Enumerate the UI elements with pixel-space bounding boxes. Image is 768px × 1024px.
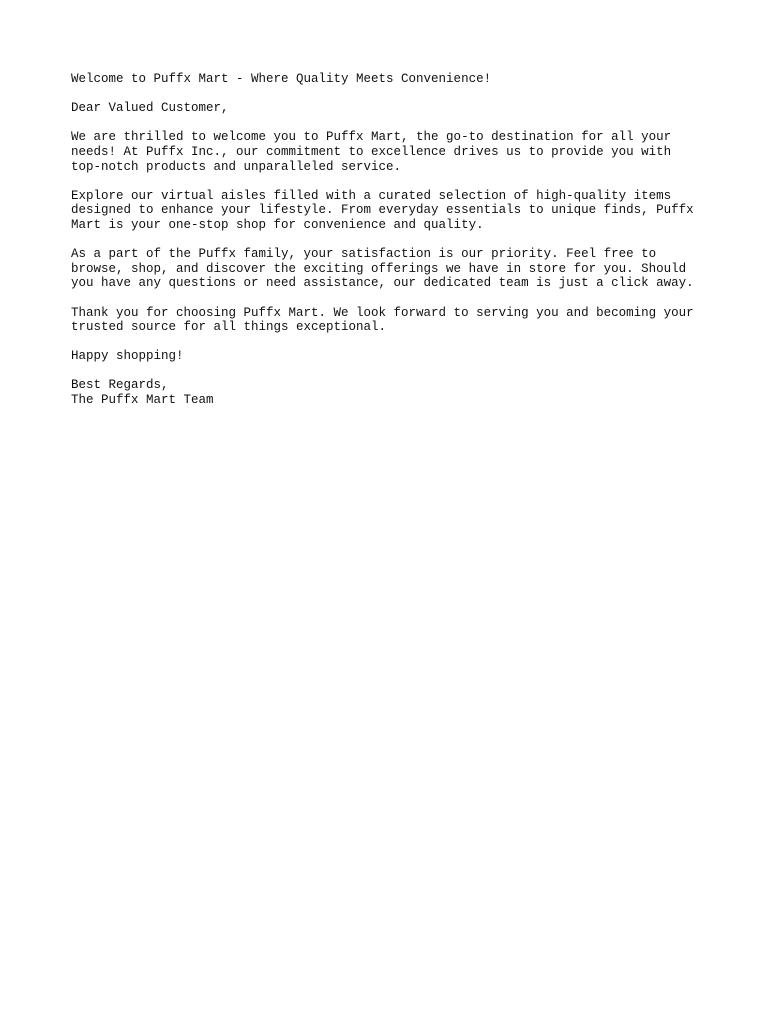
letter-body: [71, 72, 731, 408]
paragraph-line: Thank you for choosing Puffx Mart. We look forward to serving you and becoming your: [71, 305, 694, 320]
salutation: Dear Valued Customer,: [71, 101, 229, 116]
paragraph-line: you have any questions or need assistance, our dedicated team is just a click away.: [71, 276, 694, 291]
paragraph-line: browse, shop, and discover the exciting offerings we have in store for you. Should: [71, 261, 687, 276]
spacer: [71, 291, 731, 306]
spacer: [71, 233, 731, 248]
spacer: [71, 364, 731, 379]
paragraph-line: trusted source for all things exceptional.: [71, 320, 387, 335]
paragraph-1: [71, 130, 731, 174]
signoff: Best Regards,: [71, 378, 169, 393]
paragraph-4: [71, 306, 731, 335]
paragraph-3: [71, 247, 731, 291]
paragraph-line: We are thrilled to welcome you to Puffx Mart, the go-to destination for all your: [71, 130, 672, 145]
signature: The Puffx Mart Team: [71, 393, 214, 408]
paragraph-line: top-notch products and unparalleled service.: [71, 159, 402, 174]
spacer: [71, 87, 731, 102]
letter-heading: Welcome to Puffx Mart - Where Quality Meets Convenience!: [71, 72, 492, 86]
paragraph-line: Explore our virtual aisles filled with a curated selection of high-quality items: [71, 188, 672, 203]
spacer: [71, 174, 731, 189]
paragraph-line: As a part of the Puffx family, your satisfaction is our priority. Feel free to: [71, 247, 657, 262]
paragraph-2: [71, 189, 731, 233]
spacer: [71, 116, 731, 131]
paragraph-line: needs! At Puffx Inc., our commitment to excellence drives us to provide you with: [71, 144, 672, 159]
paragraph-line: designed to enhance your lifestyle. From everyday essentials to unique finds, Puffx: [71, 203, 694, 218]
paragraph-line: Mart is your one-stop shop for convenience and quality.: [71, 217, 484, 232]
spacer: [71, 335, 731, 350]
closing-line: Happy shopping!: [71, 349, 184, 364]
